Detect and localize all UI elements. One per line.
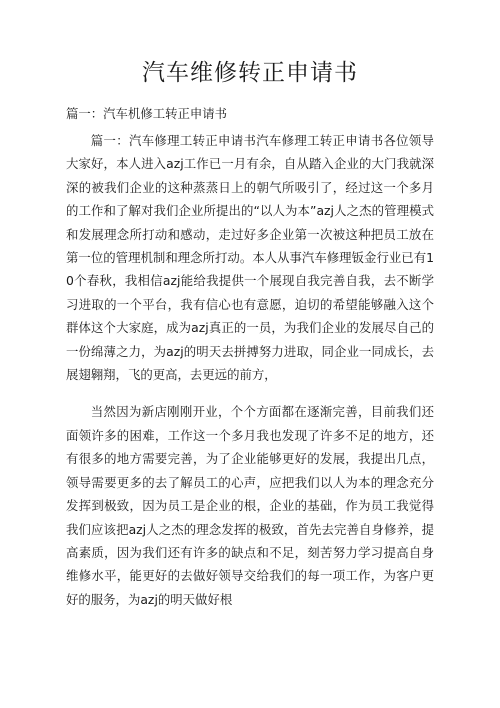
body-paragraph-2: 当然因为新店刚刚开业，个个方面都在逐渐完善，目前我们还面领许多的困难，工作这一个多月我也发现了许多不足的地方，还有很多的地方需要完善，为了企业能够更好的发展，我提出几点，领导需要更多的去了解员工的心声，应把我们以人为本的理念充分发挥到极致，因为员工是企业的根，企业的基础，作为员工我觉得我们应该把azj人之杰的理念发挥的极致，首先去完善自身修养，提高素质，因为我们还有许多的缺点和不足，刻苦努力学习提高自身维修水平，能更好的去做好领导交给我们的每一项工作，为客户更好的服务，为azj的明天做好根 bbox=[66, 404, 434, 607]
section-heading: 篇一：汽车机修工转正申请书 bbox=[66, 106, 228, 121]
body-paragraph-1: 篇一：汽车修理工转正申请书汽车修理工转正申请书各位领导大家好，本人进入azj工作已一月有余，自从踏入企业的大门我就深深的被我们企业的这种蒸蒸日上的朝气所吸引了，经过这一个多月的工作和了解对我们企业所提出的“以人为本”azj人之杰的管理模式和发展理念所打动和感动，走过好多企业第一次被这种把员工放在第一位的管理机制和理念所打动。本人从事汽车修理钣金行业已有10个春秋，我相信azj能给我提供一个展现自我完善自我，去不断学习进取的一个平台，我有信心也有意愿，迫切的希望能够融入这个群体这个大家庭，成为azj真正的一员，为我们企业的发展尽自己的一份绵薄之力，为azj的明天去拼搏努力进取，同企业一同成长，去展翅翱翔，飞的更高，去更远的前方， bbox=[66, 133, 434, 383]
document-title: 汽车维修转正申请书 bbox=[142, 60, 358, 86]
